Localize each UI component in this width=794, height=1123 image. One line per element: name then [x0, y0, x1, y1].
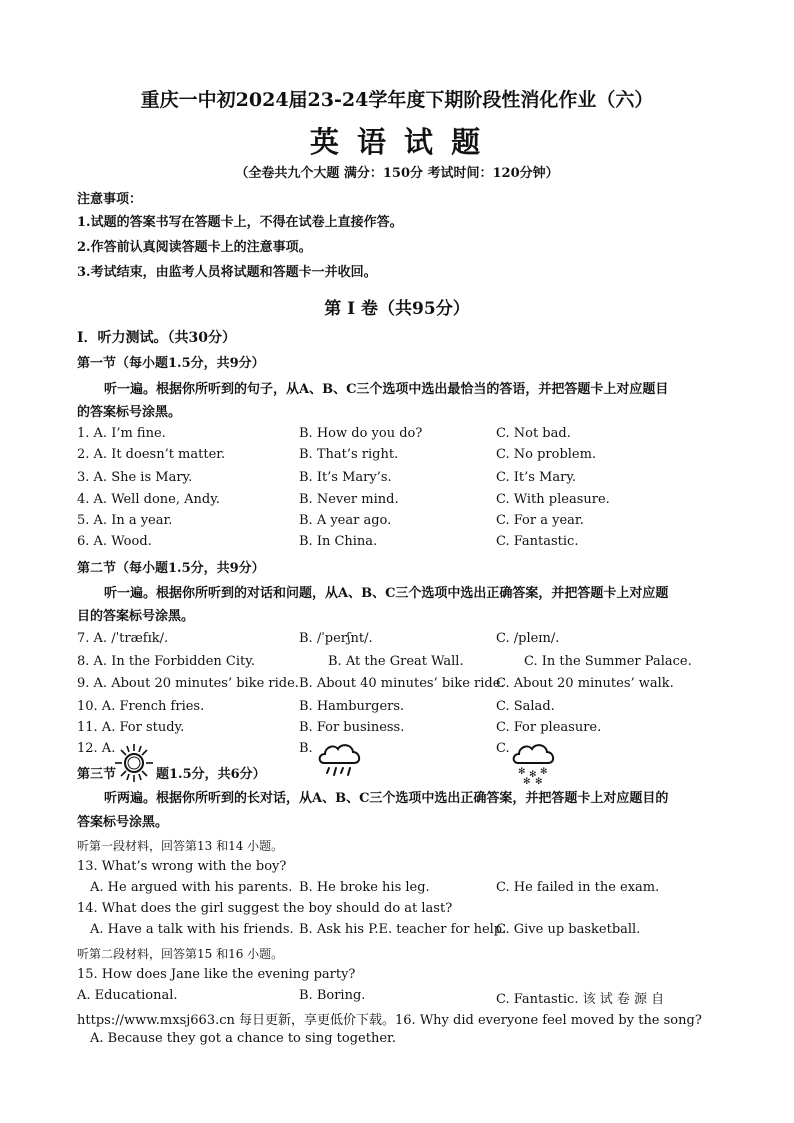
question-row: [0, 720, 794, 738]
option-a: 8. A. In the Forbidden City.: [77, 654, 256, 669]
svg-text:✻: ✻: [535, 777, 543, 785]
question-row: [0, 470, 794, 488]
option-b: B. Boring.: [299, 988, 366, 1003]
question-row: [0, 699, 794, 717]
option-a: 1. A. I’m fine.: [77, 426, 166, 441]
option-c: C. For pleasure.: [496, 720, 602, 735]
subsection-3-title-cont: 题1.5分，共6分）: [156, 767, 266, 782]
material-2-note: 听第二段材料，回答第15 和16 小题。: [77, 947, 284, 961]
question-row: [0, 988, 794, 1006]
question-row: [0, 534, 794, 552]
option-a: 9. A. About 20 minutes’ bike ride.: [77, 676, 299, 691]
subsection-2-instruction-cont: 目的答案标号涂黑。: [77, 609, 195, 624]
option-c: C. Not bad.: [496, 426, 571, 441]
notice-item-1: 1.试题的答案书写在答题卡上，不得在试卷上直接作答。: [77, 215, 403, 230]
option-a: A. Have a talk with his friends.: [90, 922, 294, 937]
question-row: [0, 447, 794, 465]
option-c: C. With pleasure.: [496, 492, 610, 507]
exam-info: （全卷共九个大题 满分：150分 考试时间：120分钟）: [235, 166, 559, 181]
option-a: 11. A. For study.: [77, 720, 185, 735]
exam-title: 重庆一中初2024届23-24学年度下期阶段性消化作业（六）: [140, 89, 654, 111]
option-c: C. Salad.: [496, 699, 555, 714]
option-b: B. /ˈperʃnt/.: [299, 631, 373, 646]
option-b: B. About 40 minutes’ bike ride.: [299, 676, 505, 691]
option-c: C. In the Summer Palace.: [524, 654, 692, 669]
option-a: 12. A.: [77, 741, 116, 756]
option-c: C.: [496, 741, 510, 756]
option-b: B. In China.: [299, 534, 378, 549]
subsection-1-title: 第一节（每小题1.5分，共9分）: [77, 356, 265, 371]
option-b: B. It’s Mary’s.: [299, 470, 392, 485]
question-row: [0, 676, 794, 694]
subsection-2-instruction: 听一遍。根据你所听到的对话和问题，从A、B、C三个选项中选出正确答案，并把答题卡上对应题: [104, 586, 669, 601]
subsection-3-instruction-cont: 答案标号涂黑。: [77, 815, 169, 830]
option-c: C. About 20 minutes’ walk.: [496, 676, 674, 691]
question-row: [0, 631, 794, 649]
option-b: B. Hamburgers.: [299, 699, 405, 714]
subsection-1-instruction: 听一遍。根据你所听到的句子，从A、B、C三个选项中选出最恰当的答语，并把答题卡上对应题目: [104, 382, 669, 397]
notice-heading: 注意事项：: [77, 192, 143, 207]
subsection-1-instruction-cont: 的答案标号涂黑。: [77, 405, 182, 420]
option-c: C. It’s Mary.: [496, 470, 577, 485]
subsection-2-title: 第二节（每小题1.5分，共9分）: [77, 561, 265, 576]
svg-text:✻: ✻: [518, 767, 526, 777]
option-b: B. Never mind.: [299, 492, 399, 507]
subject-title: 英 语 试 题: [309, 125, 485, 159]
part-title: 第 I 卷（共95分）: [324, 299, 470, 319]
option-b: B.: [299, 741, 313, 756]
rain-cloud-icon: [316, 739, 364, 781]
svg-text:✻: ✻: [529, 770, 537, 780]
option-c: C. Fantastic.: [496, 534, 579, 549]
question-14-stem: 14. What does the girl suggest the boy should do at last?: [77, 901, 453, 916]
option-c: C. For a year.: [496, 513, 584, 528]
option-b: B. A year ago.: [299, 513, 392, 528]
question-row: [0, 922, 794, 940]
option-b: B. Ask his P.E. teacher for help.: [299, 922, 507, 937]
option-a: A. He argued with his parents.: [90, 880, 293, 895]
option-c: C. /pleɪn/.: [496, 631, 560, 646]
notice-item-2: 2.作答前认真阅读答题卡上的注意事项。: [77, 240, 312, 255]
question-13-stem: 13. What’s wrong with the boy?: [77, 859, 287, 874]
option-a: 7. A. /ˈtræfɪk/.: [77, 631, 169, 646]
option-b: B. That’s right.: [299, 447, 399, 462]
option-c: C. Give up basketball.: [496, 922, 641, 937]
question-row: [0, 880, 794, 898]
option-c: C. Fantastic. 该 试 卷 源 自: [496, 992, 665, 1007]
question-row: [0, 426, 794, 444]
question-row: [0, 492, 794, 510]
question-16-option-a: A. Because they got a chance to sing together.: [90, 1031, 396, 1046]
option-b: B. At the Great Wall.: [328, 654, 464, 669]
option-b: B. For business.: [299, 720, 405, 735]
option-a: 3. A. She is Mary.: [77, 470, 193, 485]
svg-text:✻: ✻: [523, 777, 531, 785]
question-row: [0, 513, 794, 531]
option-a: 6. A. Wood.: [77, 534, 152, 549]
option-c: C. He failed in the exam.: [496, 880, 660, 895]
option-a: 5. A. In a year.: [77, 513, 173, 528]
snow-cloud-icon: [510, 739, 558, 785]
option-a: A. Educational.: [77, 988, 178, 1003]
question-15-stem: 15. How does Jane like the evening party?: [77, 967, 356, 982]
option-c: C. No problem.: [496, 447, 597, 462]
option-a: 2. A. It doesn’t matter.: [77, 447, 226, 462]
option-b: B. He broke his leg.: [299, 880, 430, 895]
option-a: 4. A. Well done, Andy.: [77, 492, 220, 507]
notice-item-3: 3.考试结束，由监考人员将试题和答题卡一并收回。: [77, 265, 377, 280]
sun-icon: [112, 742, 156, 784]
option-a: 10. A. French fries.: [77, 699, 205, 714]
option-b: B. How do you do?: [299, 426, 423, 441]
svg-text:✻: ✻: [540, 767, 548, 777]
material-1-note: 听第一段材料，回答第13 和14 小题。: [77, 839, 284, 853]
subsection-3-title: 第三节: [77, 767, 117, 782]
section-1-title: Ⅰ．听力测试。（共30分）: [77, 330, 237, 346]
question-row: [0, 654, 794, 672]
subsection-3-instruction: 听两遍。根据你所听到的长对话，从A、B、C三个选项中选出正确答案，并把答题卡上对应题目的: [104, 791, 669, 806]
source-url-line: https://www.mxsj663.cn 每日更新，享更低价下载。16. Why did everyone feel moved by the song?: [77, 1013, 702, 1028]
